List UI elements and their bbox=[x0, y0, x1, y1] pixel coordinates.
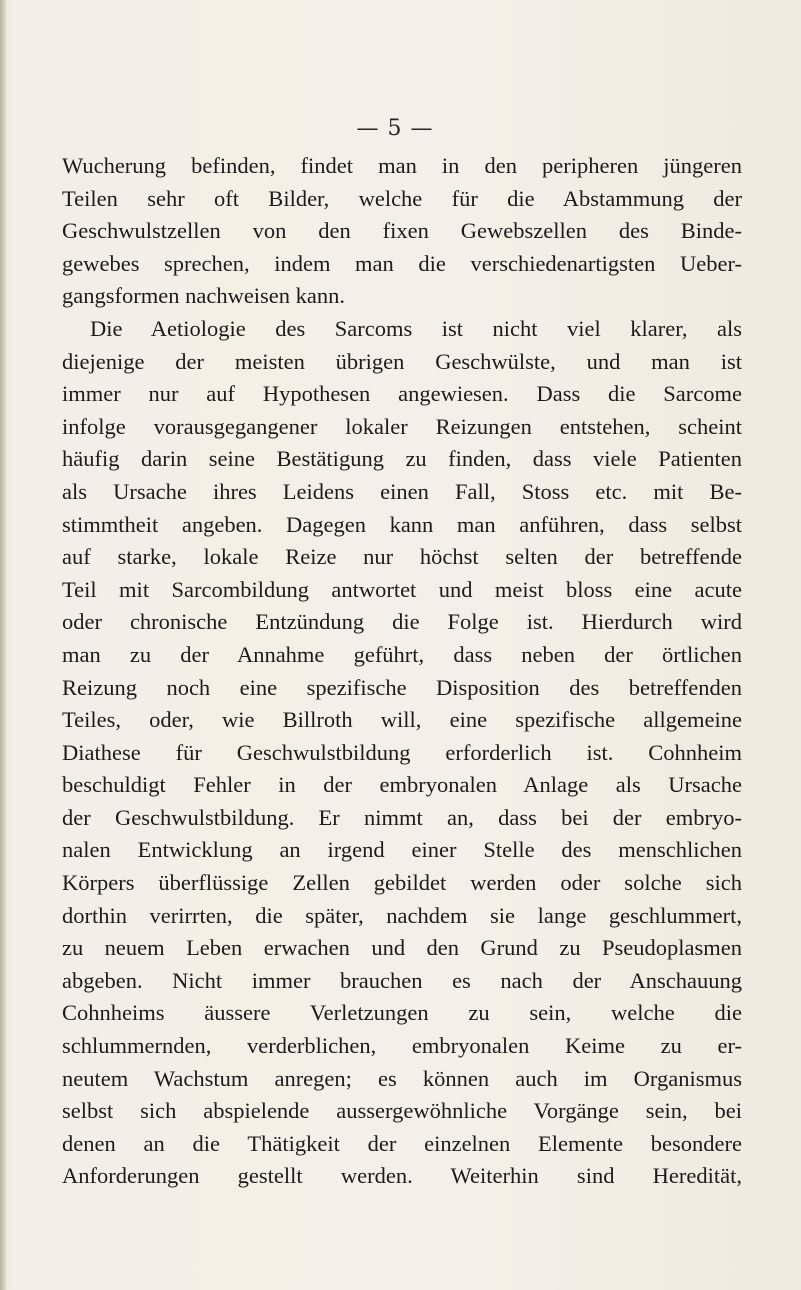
text-line: gewebes sprechen, indem man die verschiedenartigsten Ueber- bbox=[62, 250, 742, 276]
page-number: — 5 — bbox=[356, 116, 434, 141]
text-line: selbst sich abspielende aussergewöhnliche Vorgänge sein, bei bbox=[62, 1098, 742, 1124]
text-line: zu neuem Leben erwachen und den Grund zu Pseudoplasmen bbox=[62, 935, 742, 961]
text-line: oder chronische Entzündung die Folge ist. Hierdurch wird bbox=[62, 609, 742, 635]
text-line: als Ursache ihres Leidens einen Fall, Stoss etc. mit Be- bbox=[62, 478, 742, 504]
text-line: Die Aetiologie des Sarcoms ist nicht viel klarer, als bbox=[90, 315, 742, 341]
text-line: nalen Entwicklung an irgend einer Stelle des menschlichen bbox=[62, 837, 742, 863]
text-line: Teilen sehr oft Bilder, welche für die Abstammung der bbox=[62, 185, 742, 211]
text-line: häufig darin seine Bestätigung zu finden, dass viele Patienten bbox=[62, 446, 742, 472]
text-line: immer nur auf Hypothesen angewiesen. Dass die Sarcome bbox=[62, 381, 742, 407]
text-line: Teil mit Sarcombildung antwortet und meist bloss eine acute bbox=[62, 576, 742, 602]
body-text bbox=[62, 150, 742, 1193]
text-line: abgeben. Nicht immer brauchen es nach der Anschauung bbox=[62, 967, 742, 993]
text-line: der Geschwulstbildung. Er nimmt an, dass bei der embryo- bbox=[62, 804, 742, 830]
text-line: infolge vorausgegangener lokaler Reizungen entstehen, scheint bbox=[62, 413, 742, 439]
text-line: denen an die Thätigkeit der einzelnen Elemente besondere bbox=[62, 1130, 742, 1156]
text-line: beschuldigt Fehler in der embryonalen Anlage als Ursache bbox=[62, 772, 742, 798]
text-line: Cohnheims äussere Verletzungen zu sein, welche die bbox=[62, 1000, 742, 1026]
text-line: neutem Wachstum anregen; es können auch im Organismus bbox=[62, 1065, 742, 1091]
text-line: Diathese für Geschwulstbildung erforderlich ist. Cohnheim bbox=[62, 739, 742, 765]
text-line: Körpers überflüssige Zellen gebildet werden oder solche sich bbox=[62, 870, 742, 896]
text-line: diejenige der meisten übrigen Geschwülste, und man ist bbox=[62, 348, 742, 374]
text-line: Wucherung befinden, findet man in den peripheren jüngeren bbox=[62, 153, 742, 178]
text-line: stimmtheit angeben. Dagegen kann man anführen, dass selbst bbox=[62, 511, 742, 537]
text-line: gangsformen nachweisen kann. bbox=[62, 283, 346, 309]
text-line: Anforderungen gestellt werden. Weiterhin sind Heredität, bbox=[62, 1163, 742, 1189]
text-line: auf starke, lokale Reize nur höchst selten der betreffende bbox=[62, 544, 742, 570]
text-line: Geschwulstzellen von den fixen Gewebszellen des Binde- bbox=[62, 218, 742, 244]
text-line: schlummernden, verderblichen, embryonalen Keime zu er- bbox=[62, 1033, 742, 1059]
text-line: dorthin verirrten, die später, nachdem sie lange geschlummert, bbox=[62, 902, 742, 928]
text-line: Reizung noch eine spezifische Disposition des betreffenden bbox=[62, 674, 742, 700]
text-line: Teiles, oder, wie Billroth will, eine spezifische allgemeine bbox=[62, 707, 742, 733]
page-edge-shadow bbox=[0, 0, 6, 1290]
text-line: man zu der Annahme geführt, dass neben der örtlichen bbox=[62, 641, 742, 667]
